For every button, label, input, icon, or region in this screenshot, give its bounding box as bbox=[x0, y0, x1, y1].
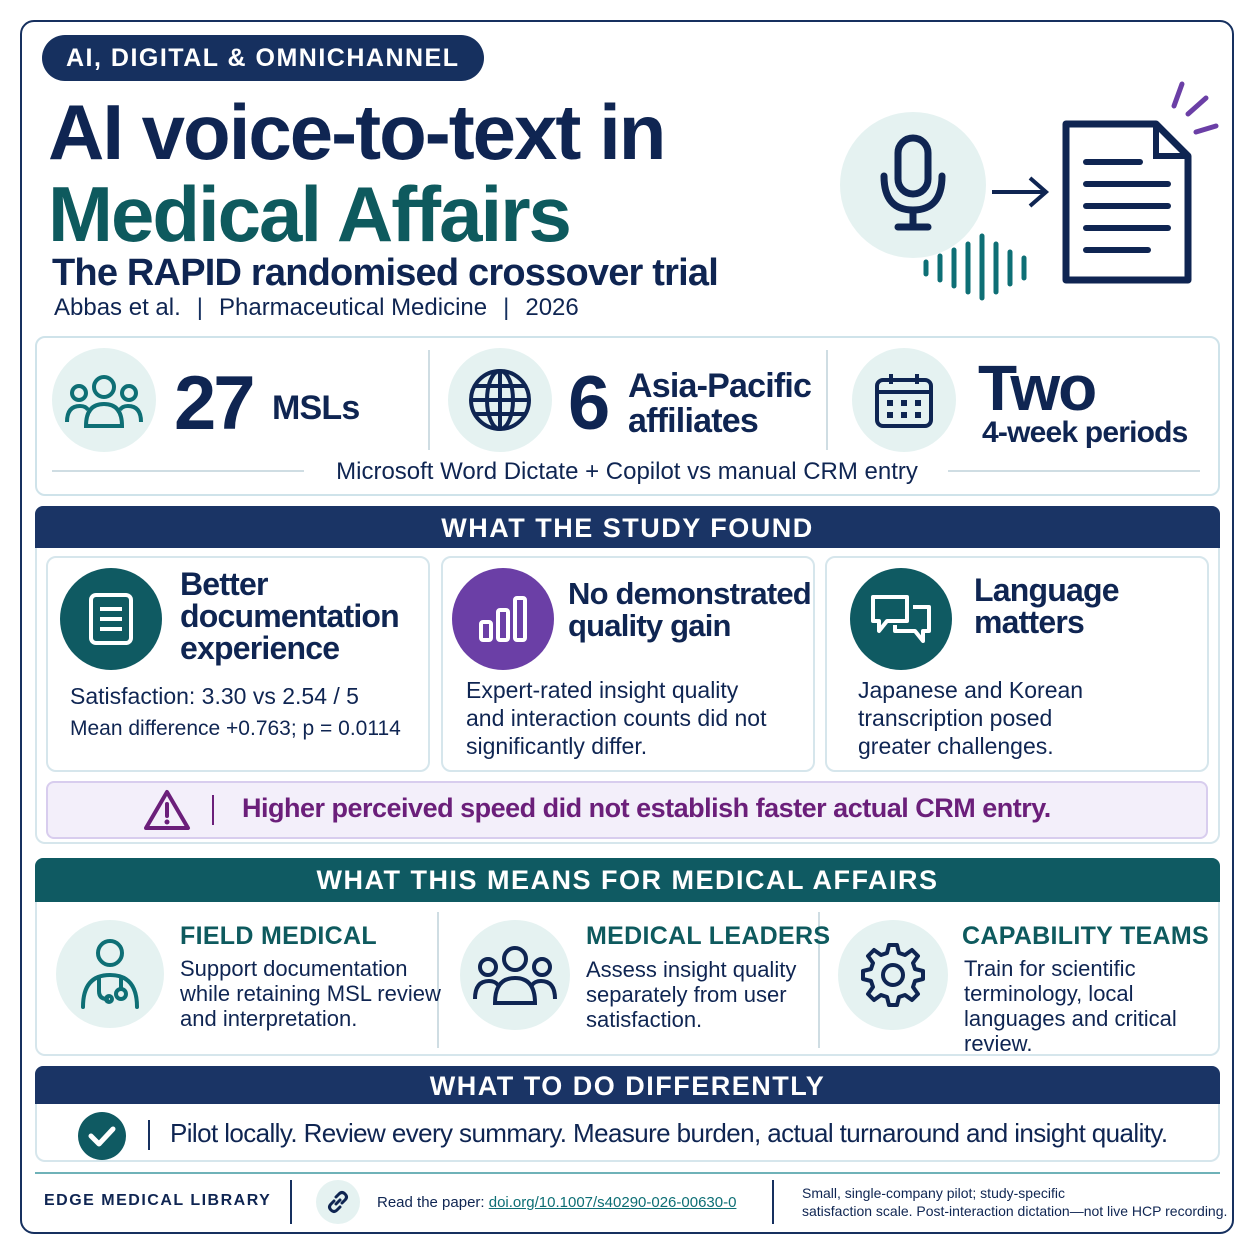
actions-heading: WHAT TO DO DIFFERENTLY bbox=[35, 1066, 1220, 1106]
finding-title-line: No demonstrated bbox=[568, 576, 811, 611]
comparison-rule bbox=[948, 470, 1200, 472]
citation-authors: Abbas et al. bbox=[54, 294, 181, 321]
implication-title: CAPABILITY TEAMS bbox=[962, 922, 1209, 950]
footer-divider bbox=[290, 1180, 292, 1224]
affiliates-label-1: Asia-Pacific bbox=[628, 367, 812, 405]
implication-body-line: Train for scientific bbox=[964, 956, 1136, 981]
affiliates-label-2: affiliates bbox=[628, 402, 758, 440]
msls-number: 27 bbox=[174, 361, 253, 446]
finding-title-line: quality gain bbox=[568, 608, 731, 643]
footer-rule bbox=[35, 1172, 1220, 1174]
comparison-text: Microsoft Word Dictate + Copilot vs manual CRM entry bbox=[336, 458, 918, 485]
footer-note-line: Small, single-company pilot; study-specific bbox=[802, 1185, 1065, 1201]
sound-wave-icon bbox=[918, 232, 1040, 302]
implication-body-line: languages and critical bbox=[964, 1006, 1177, 1031]
document-icon bbox=[1056, 74, 1224, 290]
subtitle: The RAPID randomised crossover trial bbox=[52, 252, 718, 294]
implication-body-line: Assess insight quality bbox=[586, 957, 797, 982]
finding-body-line: and interaction counts did not bbox=[466, 705, 767, 731]
stats-divider bbox=[826, 350, 828, 450]
document-icon bbox=[60, 568, 162, 670]
comparison-rule bbox=[52, 470, 304, 472]
calendar-icon bbox=[852, 348, 956, 452]
speech-bubbles-icon bbox=[850, 568, 952, 670]
footer-brand: EDGE MEDICAL LIBRARY bbox=[44, 1192, 272, 1209]
implication-body-line: Support documentation bbox=[180, 956, 408, 981]
finding-title-line: Better bbox=[180, 566, 268, 602]
implication-body-line: satisfaction. bbox=[586, 1007, 703, 1032]
implication-body-line: separately from user bbox=[586, 982, 787, 1007]
mean-difference: Mean difference +0.763; p = 0.0114 bbox=[70, 717, 401, 740]
periods-number: Two bbox=[978, 352, 1096, 424]
footer-note-line: satisfaction scale. Post-interaction dictation—not live HCP recording. bbox=[802, 1203, 1228, 1219]
title-line-2: Medical Affairs bbox=[48, 170, 570, 258]
category-pill: AI, DIGITAL & OMNICHANNEL bbox=[42, 35, 484, 81]
bar-chart-icon bbox=[452, 568, 554, 670]
finding-body-line: transcription posed bbox=[858, 705, 1053, 731]
actions-text: Pilot locally. Review every summary. Measure burden, actual turnaround and insight quality. bbox=[170, 1118, 1168, 1148]
warning-divider bbox=[212, 795, 214, 825]
finding-body-line: Expert-rated insight quality bbox=[466, 677, 739, 703]
finding-title-line: Language bbox=[974, 572, 1119, 608]
actions-divider bbox=[148, 1120, 150, 1150]
doi-link[interactable]: doi.org/10.1007/s40290-026-00630-0 bbox=[488, 1194, 737, 1211]
footer-divider bbox=[772, 1180, 774, 1224]
title-line-1: AI voice-to-text in bbox=[48, 88, 665, 176]
implication-body-line: while retaining MSL review bbox=[180, 981, 441, 1006]
checkmark-icon bbox=[78, 1112, 126, 1160]
arrow-right-icon bbox=[988, 172, 1052, 212]
finding-body-line: greater challenges. bbox=[858, 733, 1054, 759]
warning-icon bbox=[142, 788, 192, 832]
globe-icon bbox=[448, 348, 552, 452]
implication-body-line: terminology, local bbox=[964, 981, 1134, 1006]
citation bbox=[54, 294, 579, 322]
warning-text: Higher perceived speed did not establish faster actual CRM entry. bbox=[242, 793, 1051, 823]
citation-year: 2026 bbox=[525, 294, 579, 321]
satisfaction-scores: Satisfaction: 3.30 vs 2.54 / 5 bbox=[70, 683, 359, 709]
implications-divider bbox=[437, 912, 439, 1048]
finding-body-line: Japanese and Korean bbox=[858, 677, 1084, 703]
implication-body-line: review. bbox=[964, 1031, 1033, 1056]
implication-title: FIELD MEDICAL bbox=[180, 922, 377, 950]
citation-separator: | bbox=[503, 294, 510, 321]
msls-label: MSLs bbox=[272, 389, 360, 427]
finding-title-line: documentation bbox=[180, 598, 399, 634]
implication-body-line: and interpretation. bbox=[180, 1006, 358, 1031]
implications-heading: WHAT THIS MEANS FOR MEDICAL AFFAIRS bbox=[35, 858, 1220, 902]
citation-journal: Pharmaceutical Medicine bbox=[218, 294, 488, 321]
finding-title-line: experience bbox=[180, 630, 340, 666]
finding-body-line: significantly differ. bbox=[466, 733, 648, 759]
read-paper bbox=[377, 1194, 736, 1211]
gear-icon bbox=[838, 920, 948, 1030]
citation-separator: | bbox=[196, 294, 203, 321]
people-icon bbox=[52, 348, 156, 452]
periods-label: 4-week periods bbox=[982, 416, 1188, 449]
findings-heading: WHAT THE STUDY FOUND bbox=[35, 506, 1220, 550]
team-icon bbox=[460, 920, 570, 1030]
finding-title-line: matters bbox=[974, 604, 1085, 640]
affiliates-number: 6 bbox=[568, 361, 608, 446]
implication-title: MEDICAL LEADERS bbox=[586, 922, 831, 950]
stats-divider bbox=[428, 350, 430, 450]
link-icon bbox=[316, 1180, 360, 1224]
read-paper-label: Read the paper: bbox=[377, 1194, 485, 1211]
doctor-icon bbox=[56, 920, 164, 1028]
